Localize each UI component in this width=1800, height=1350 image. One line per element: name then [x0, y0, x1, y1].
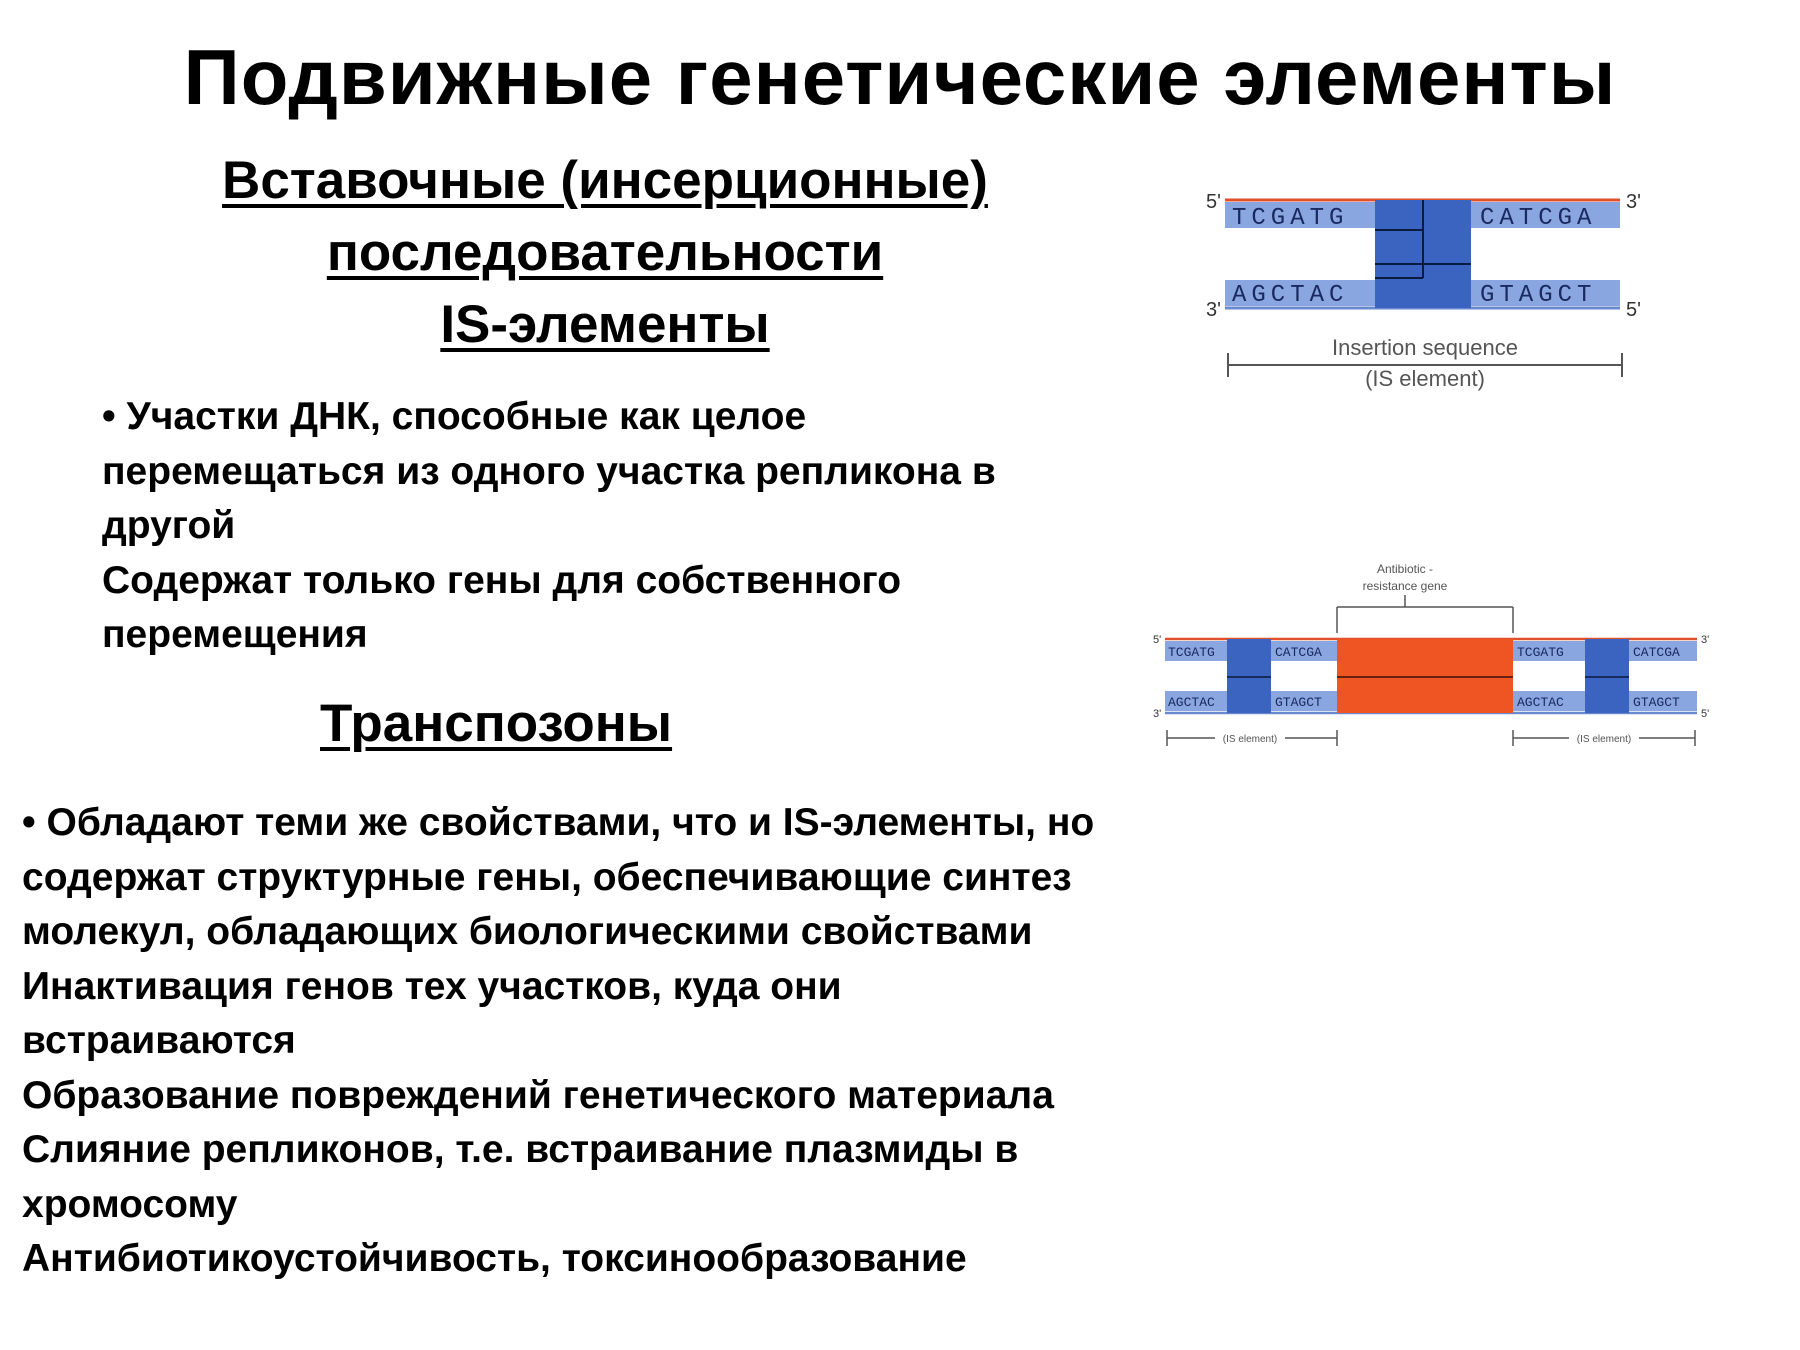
- top-right-seq: CATCGA: [1480, 205, 1597, 232]
- seq-bottom-3: AGCTAC: [1517, 695, 1564, 710]
- transposons-heading-label: Транспозоны: [320, 694, 673, 753]
- is-heading-line3: IS-элементы: [440, 295, 770, 354]
- three-prime-bottom: 3': [1153, 708, 1162, 720]
- transposons-heading: [320, 688, 740, 760]
- is-label-line1: Insertion sequence: [1332, 335, 1518, 360]
- seq-top-1: TCGATG: [1168, 645, 1215, 660]
- resistance-gene-block: [1337, 639, 1513, 713]
- left-is-block: [1227, 639, 1271, 713]
- is-heading: [60, 145, 1150, 361]
- three-prime-top: 3': [1701, 634, 1710, 646]
- five-prime-top: 5': [1206, 191, 1221, 213]
- is-element-diagram: [1190, 180, 1670, 410]
- five-prime-bottom: 5': [1701, 708, 1710, 720]
- three-prime-top: 3': [1626, 191, 1641, 213]
- page-title: Подвижные генетические элементы: [183, 33, 1617, 121]
- seq-top-3: TCGATG: [1517, 645, 1564, 660]
- is-heading-line2: последовательности: [326, 223, 884, 282]
- seq-top-2: CATCGA: [1275, 645, 1322, 660]
- top-left-seq: TCGATG: [1232, 205, 1349, 232]
- seq-bottom-2: GTAGCT: [1275, 695, 1322, 710]
- transposon-diagram: [1145, 555, 1720, 760]
- bottom-left-seq: AGCTAC: [1232, 282, 1349, 309]
- seq-bottom-1: AGCTAC: [1168, 695, 1215, 710]
- five-prime-bottom: 5': [1626, 299, 1641, 321]
- is-description: • Участки ДНК, способные как целое перемещаться из одного участка репликона в другой Содержат только гены для собственного перемещения: [102, 395, 996, 656]
- right-is-label: (IS element): [1576, 734, 1632, 745]
- is-label-line2: (IS element): [1365, 366, 1485, 391]
- bottom-right-seq: GTAGCT: [1480, 282, 1597, 309]
- three-prime-bottom: 3': [1206, 299, 1221, 321]
- transposons-description: • Обладают теми же свойствами, что и IS-элементы, но содержат структурные гены, обеспечивающие синтез молекул, обладающих биологическими свойствами Инактивация генов тех участков, куда они встраиваются Образование повреждений генетического материала Слияние репликонов, т.е. встраивание плазмиды в хромосому Антибиотикоустойчивость, токсинообразование: [22, 801, 1095, 1280]
- gene-label-line2: resistance gene: [1362, 579, 1448, 593]
- is-heading-line1: Вставочные (инсерционные): [222, 151, 988, 210]
- gene-label-line1: Antibiotic -: [1376, 562, 1434, 576]
- right-is-block: [1585, 639, 1629, 713]
- seq-top-4: CATCGA: [1633, 645, 1680, 660]
- left-is-label: (IS element): [1222, 734, 1278, 745]
- seq-bottom-4: GTAGCT: [1633, 695, 1680, 710]
- five-prime-top: 5': [1153, 634, 1162, 646]
